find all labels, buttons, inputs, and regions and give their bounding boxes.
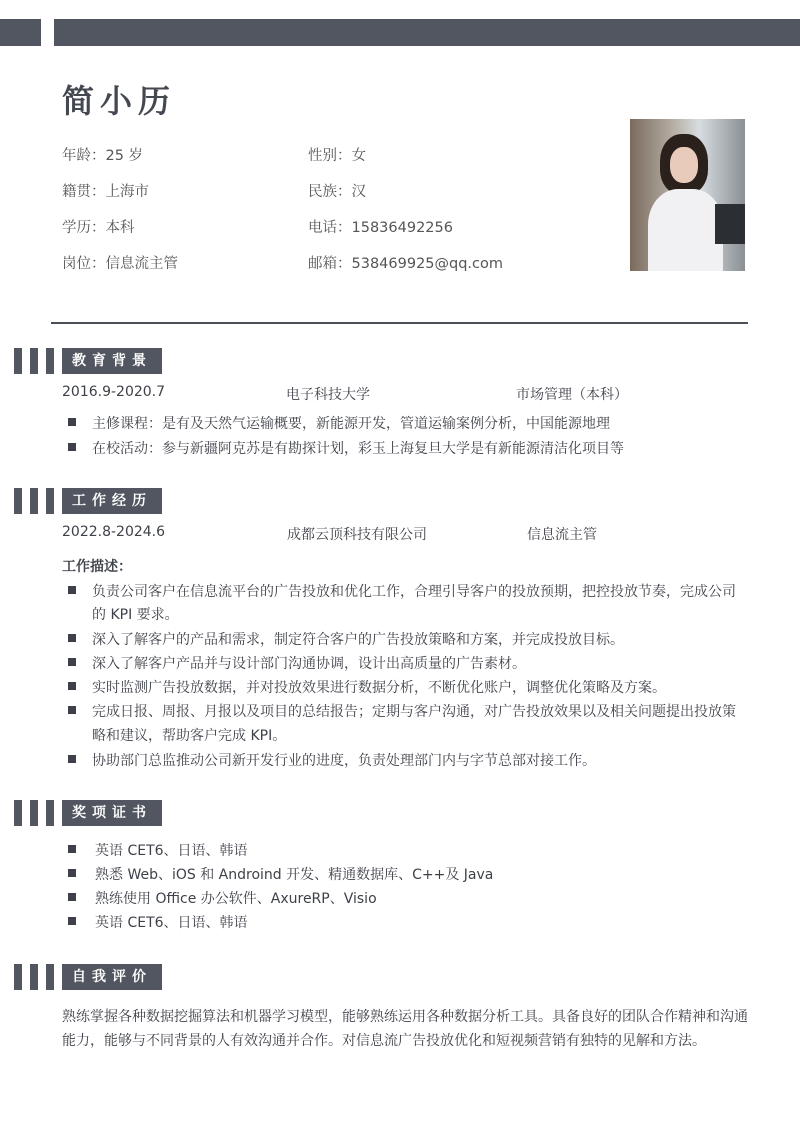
info-phone: 电话：15836492256 <box>308 220 453 236</box>
edu-bullet: 在校活动：参与新疆阿克苏是有勘探计划，彩玉上海复旦大学是有新能源清洁化项目等 <box>92 441 624 457</box>
header-bar-left <box>0 19 41 46</box>
work-bullet: 深入了解客户产品并与设计部门沟通协调，设计出高质量的广告素材。 <box>92 656 526 672</box>
info-position: 岗位：信息流主管 <box>62 256 178 272</box>
bullet-icon <box>68 755 76 763</box>
info-email: 邮箱：538469925@qq.com <box>308 256 504 272</box>
section-title: 工作经历 <box>62 488 162 514</box>
award-item: 熟悉 Web、iOS 和 Androind 开发、精通数据库、C++及 Java <box>95 867 494 883</box>
self-eval-line: 熟练掌握各种数据挖掘算法和机器学习模型，能够熟练运用各种数据分析工具。具备良好的团队合作精神和沟通 <box>62 1009 748 1025</box>
award-item: 熟练使用 Office 办公软件、AxureRP、Visio <box>95 891 377 907</box>
resume-name: 简小历 <box>62 82 177 120</box>
info-hometown: 籍贯：上海市 <box>62 184 149 200</box>
info-gender: 性别：女 <box>308 148 366 164</box>
bullet-icon <box>68 706 76 714</box>
bullet-icon <box>68 634 76 642</box>
work-desc-label: 工作描述： <box>62 559 132 575</box>
info-age: 年龄：25 岁 <box>62 148 144 164</box>
bullet-icon <box>68 869 76 877</box>
section-header-awards <box>14 800 164 826</box>
section-header-work <box>14 488 164 514</box>
profile-photo <box>630 119 745 271</box>
bullet-icon <box>68 586 76 594</box>
bullet-icon <box>68 418 76 426</box>
work-period: 2022.8-2024.6 <box>62 524 166 540</box>
work-bullet-cont: 的 KPI 要求。 <box>92 607 179 623</box>
header-divider <box>51 322 748 324</box>
self-eval-line: 能力，能够与不同背景的人有效沟通并合作。对信息流广告投放优化和短视频营销有独特的见解和方法。 <box>62 1033 706 1049</box>
award-item: 英语 CET6、日语、韩语 <box>95 843 248 859</box>
bullet-icon <box>68 893 76 901</box>
work-bullet: 深入了解客户的产品和需求，制定符合客户的广告投放策略和方案，并完成投放目标。 <box>92 632 624 648</box>
work-position: 信息流主管 <box>527 527 597 543</box>
work-bullet-cont: 略和建议，帮助客户完成 KPI。 <box>92 728 287 744</box>
work-company: 成都云顶科技有限公司 <box>287 527 427 543</box>
section-header-education <box>14 348 164 374</box>
edu-school: 电子科技大学 <box>286 387 370 403</box>
award-item: 英语 CET6、日语、韩语 <box>95 915 248 931</box>
work-bullet: 实时监测广告投放数据，并对投放效果进行数据分析，不断优化账户，调整优化策略及方案。 <box>92 680 666 696</box>
section-title: 自我评价 <box>62 964 162 990</box>
bullet-icon <box>68 658 76 666</box>
section-title: 奖项证书 <box>62 800 162 826</box>
bullet-icon <box>68 917 76 925</box>
edu-period: 2016.9-2020.7 <box>62 384 166 400</box>
work-bullet: 协助部门总监推动公司新开发行业的进度，负责处理部门内与字节总部对接工作。 <box>92 753 596 769</box>
edu-bullet: 主修课程：是有及天然气运输概要，新能源开发，管道运输案例分析，中国能源地理 <box>92 416 610 432</box>
work-bullet: 负责公司客户在信息流平台的广告投放和优化工作，合理引导客户的投放预期，把控投放节奏，完成公司 <box>92 584 736 600</box>
header-bar-right <box>54 19 800 46</box>
info-education: 学历：本科 <box>62 220 135 236</box>
edu-major: 市场管理（本科） <box>516 387 628 403</box>
info-ethnicity: 民族：汉 <box>308 184 366 200</box>
bullet-icon <box>68 845 76 853</box>
bullet-icon <box>68 443 76 451</box>
work-bullet: 完成日报、周报、月报以及项目的总结报告；定期与客户沟通，对广告投放效果以及相关问题提出投放策 <box>92 704 736 720</box>
bullet-icon <box>68 682 76 690</box>
section-header-self-evaluation <box>14 964 164 990</box>
section-title: 教育背景 <box>62 348 162 374</box>
